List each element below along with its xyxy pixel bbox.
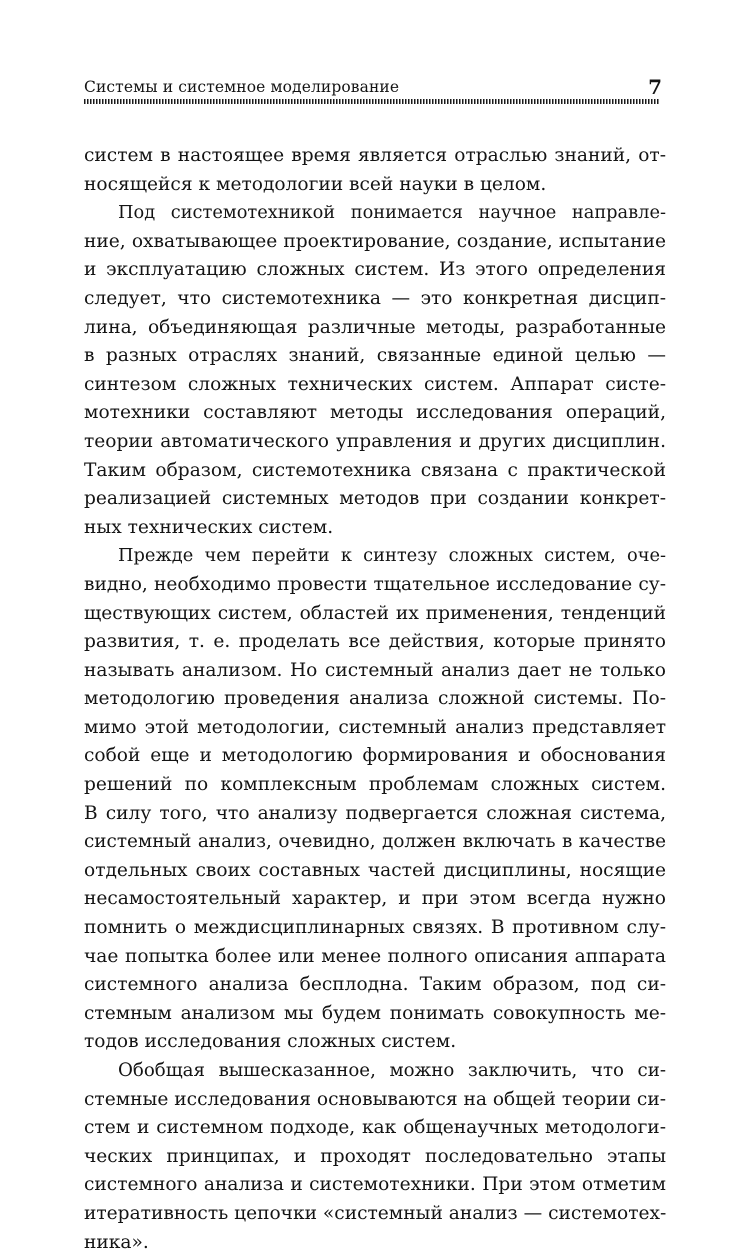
paragraph: [84, 1057, 666, 1257]
header-dotted-rule: [84, 99, 660, 104]
text-line: ществующих систем, областей их применения, тенденций: [84, 602, 666, 624]
text-line: помнить о междисциплинарных связях. В противном слу-: [84, 917, 666, 939]
text-line: несамостоятельный характер, и при этом всегда нужно: [84, 888, 666, 910]
text-line: системного анализа бесплодна. Таким образом, под си-: [84, 974, 666, 996]
text-line: реализацией системных методов при создании конкрет-: [84, 488, 666, 510]
text-line: мотехники составляют методы исследования операций,: [84, 402, 666, 424]
text-line: итеративность цепочки «системный анализ — системотех-: [84, 1202, 667, 1224]
text-line: синтезом сложных технических систем. Аппарат систе-: [84, 373, 666, 395]
text-line: стем и системном подходе, как общенаучных методологи-: [84, 1117, 666, 1139]
paragraph: [84, 199, 666, 542]
text-line: ника».: [84, 1231, 149, 1253]
paragraph: [84, 142, 666, 199]
text-line: стемным анализом мы будем понимать совокупность ме-: [84, 1002, 666, 1024]
text-line: следует, что системотехника — это конкретная дисцип-: [84, 287, 666, 309]
text-line: и эксплуатацию сложных систем. Из этого определения: [84, 259, 666, 281]
text-line: ных технических систем.: [84, 516, 334, 538]
text-line: стемные исследования основываются на общей теории си-: [84, 1088, 667, 1110]
text-line: Обобщая вышесказанное, можно заключить, что си-: [118, 1060, 666, 1081]
text-line: собой еще и методологию формирования и обоснования: [84, 745, 666, 767]
text-line: тодов исследования сложных систем.: [84, 1031, 457, 1053]
text-line: системный анализ, очевидно, должен включать в качестве: [84, 831, 666, 853]
text-line: носящейся к методологии всей науки в целом.: [84, 173, 547, 195]
text-line: лина, объединяющая различные методы, разработанные: [84, 316, 666, 338]
text-line: теории автоматического управления и других дисциплин.: [84, 430, 666, 452]
text-line: ние, охватывающее проектирование, создание, испытание: [84, 230, 666, 252]
body-text: [84, 142, 666, 1257]
paragraph: [84, 542, 666, 1057]
text-line: мимо этой методологии, системный анализ представляет: [84, 716, 666, 738]
text-line: ческих принципах, и проходят последовательно этапы: [84, 1145, 666, 1167]
text-line: Прежде чем перейти к синтезу сложных систем, оче-: [118, 545, 666, 567]
text-line: видно, необходимо провести тщательное исследование су-: [84, 573, 666, 595]
page-number: 7: [648, 75, 662, 99]
text-line: отдельных своих составных частей дисциплины, носящие: [84, 859, 666, 881]
text-line: Таким образом, системотехника связана с практической: [84, 459, 666, 481]
text-line: систем в настоящее время является отраслью знаний, от-: [84, 145, 666, 166]
text-line: решений по комплексным проблемам сложных систем.: [84, 774, 666, 796]
text-line: в разных отраслях знаний, связанные единой целью —: [84, 345, 666, 367]
running-title: Системы и системное моделирование: [84, 78, 400, 96]
text-line: методологию проведения анализа сложной системы. По-: [84, 688, 666, 710]
text-line: чае попытка более или менее полного описания аппарата: [84, 945, 666, 967]
text-line: системного анализа и системотехники. При этом отметим: [84, 1174, 666, 1196]
text-line: В силу того, что анализу подвергается сложная система,: [84, 802, 666, 824]
text-line: развития, т. е. проделать все действия, которые принято: [84, 631, 666, 653]
text-line: называть анализом. Но системный анализ дает не только: [84, 659, 666, 681]
text-line: Под системотехникой понимается научное направле-: [118, 202, 666, 224]
